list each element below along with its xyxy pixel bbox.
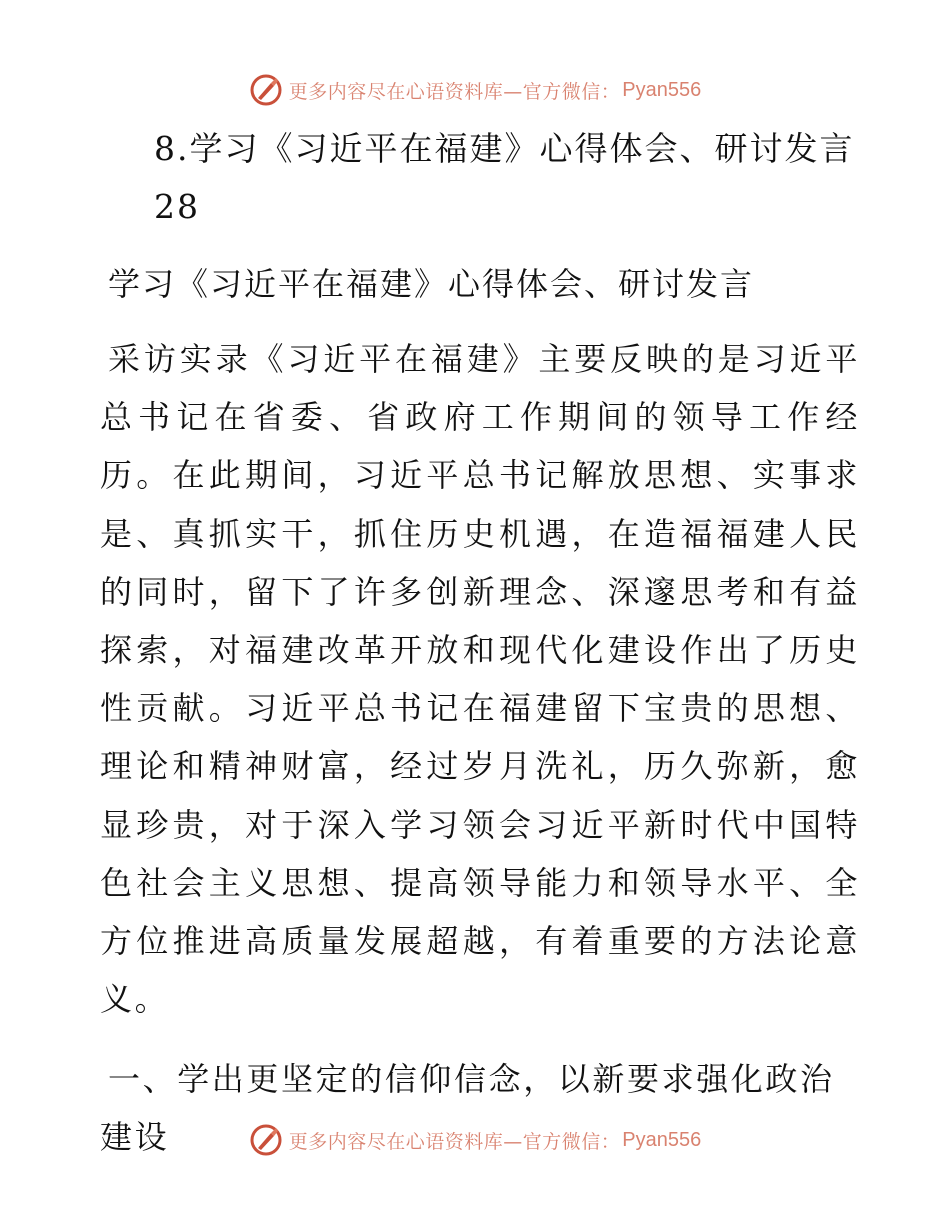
quill-pen-logo-icon (249, 73, 283, 107)
watermark-account: Pyan556 (622, 78, 702, 101)
quill-pen-logo-icon (249, 1123, 283, 1157)
document-heading: 8.学习《习近平在福建》心得体会、研讨发言28 (154, 129, 855, 226)
body-paragraph: 采访实录《习近平在福建》主要反映的是习近平总书记在省委、省政府工作期间的领导工作经历。在此期间，习近平总书记解放思想、实事求是、真抓实干，抓住历史机遇，在造福福建人民的同时，留下了许多创新理念、深邃思考和有益探索，对福建改革开放和现代化建设作出了历史性贡献。习近平总书记在福建留下宝贵的思想、理论和精神财富，经过岁月洗礼，历久弥新，愈显珍贵，对于深入学习领会习近平新时代中国特色社会主义思想、提高领导能力和领导水平、全方位推进高质量发展超越，有着重要的方法论意义。 (100, 340, 860, 1019)
section-title: 一、学出更坚定的信仰信念，以新要求强化政治建设 (100, 1060, 835, 1157)
watermark-text: 更多内容尽在心语资料库—官方微信： (288, 80, 621, 103)
document-subtitle: 学习《习近平在福建》心得体会、研讨发言 (108, 265, 755, 303)
document-body (100, 120, 860, 1166)
header-watermark (0, 70, 950, 110)
watermark-text: 更多内容尽在心语资料库—官方微信： (288, 1130, 621, 1153)
watermark-account: Pyan556 (622, 1128, 702, 1151)
footer-watermark (0, 1120, 950, 1160)
